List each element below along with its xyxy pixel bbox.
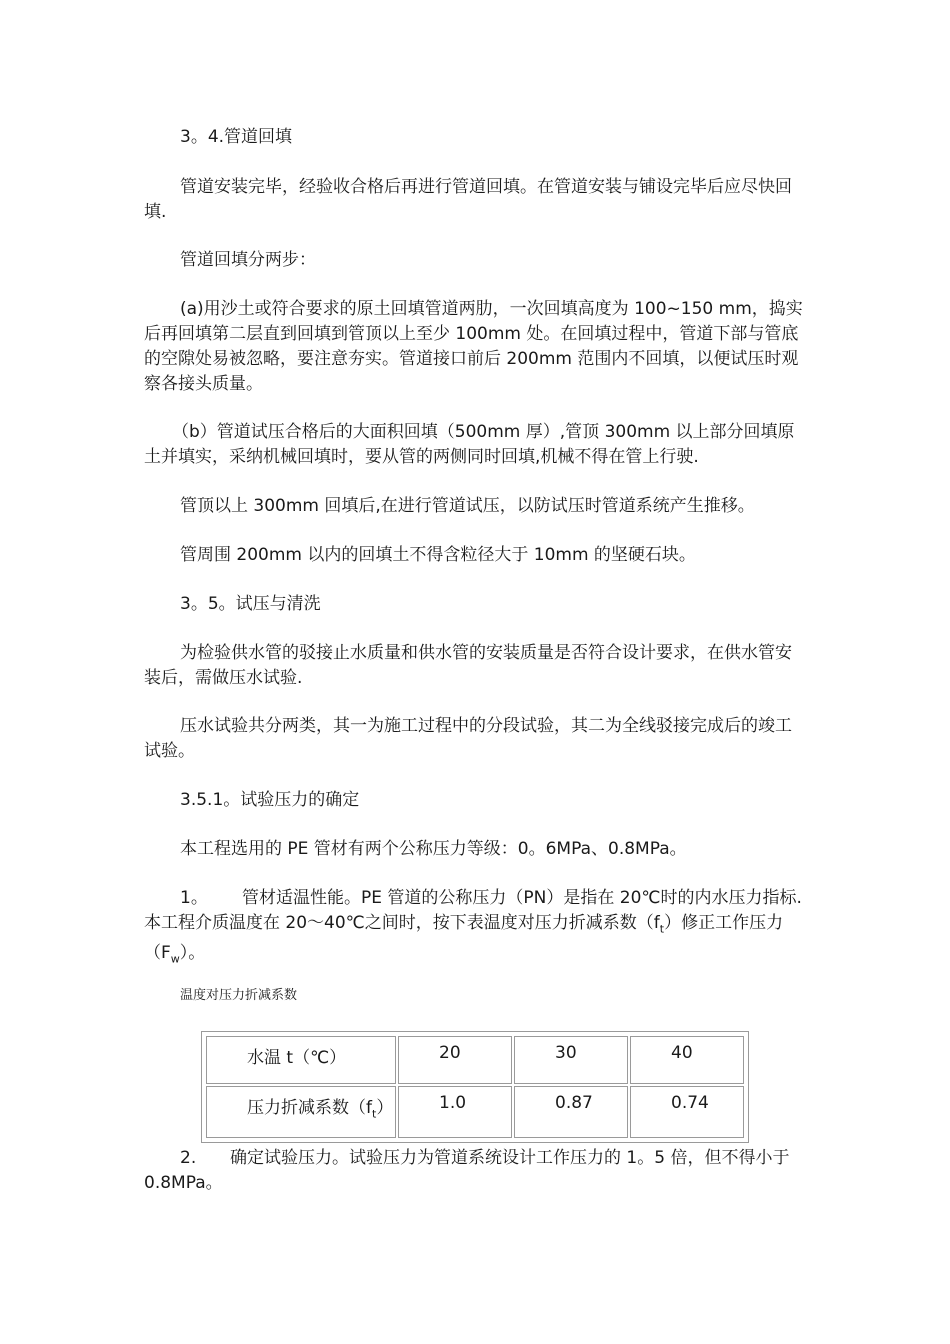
paragraph-item-1: 1。 管材适温性能。PE 管道的公称压力（PN）是指在 20℃时的内水压力指标.本工程介质温度在 20～40℃之间时，按下表温度对压力折减系数$(f_t)$修正工作压力$(F_w)$。 <box>144 888 802 966</box>
paragraph-test-purpose: 为检验供水管的驳接止水质量和供水管的安装质量是否符合设计要求，在供水管安装后，需做压水试验. <box>144 643 792 688</box>
table-row <box>206 1086 744 1138</box>
table-row <box>206 1036 744 1084</box>
paragraph-300mm: 管顶以上 300mm 回填后,在进行管道试压，以防试压时管道系统产生推移。 <box>180 496 755 516</box>
paragraph-pressure-grades: 本工程选用的 PE 管材有两个公称压力等级：0。6MPa、0.8MPa。 <box>180 839 687 859</box>
paragraph-test-types: 压水试验共分两类，其一为施工过程中的分段试验，其二为全线驳接完成后的竣工试验。 <box>144 716 792 761</box>
table-cell: 0.87 <box>514 1086 628 1138</box>
table-cell: 20 <box>398 1036 512 1084</box>
table-cell: 30 <box>514 1036 628 1084</box>
paragraph-backfill-steps: 管道回填分两步： <box>180 250 316 270</box>
paragraph-backfill-intro: 管道安装完毕，经验收合格后再进行管道回填。在管道安装与铺设完毕后应尽快回填. <box>144 177 792 222</box>
section-heading-3-5-1: 3.5.1。试验压力的确定 <box>180 790 360 810</box>
table-cell: 0.74 <box>630 1086 744 1138</box>
table-caption: 温度对压力折减系数 <box>180 988 298 1003</box>
table-cell: 1.0 <box>398 1086 512 1138</box>
table-cell: 水温 t（℃） <box>206 1036 396 1084</box>
table-cell: 40 <box>630 1036 744 1084</box>
section-heading-3-5: 3。5。试压与清洗 <box>180 594 321 614</box>
paragraph-item-2: 2. 确定试验压力。试验压力为管道系统设计工作压力的 1。5 倍，但不得小于 0.8MPa。 <box>144 1148 790 1193</box>
table-cell: 压力折减系数$(f_t)$ <box>206 1086 396 1138</box>
paragraph-step-b: （b）管道试压合格后的大面积回填（500mm 厚）,管顶 300mm 以上部分回填原土并填实，采纳机械回填时，要从管的两侧同时回填,机械不得在管上行驶. <box>144 422 795 467</box>
reduction-factor-table <box>201 1031 749 1143</box>
section-heading-3-4: 3。4.管道回填 <box>180 127 293 147</box>
paragraph-200mm: 管周围 200mm 以内的回填土不得含粒径大于 10mm 的坚硬石块。 <box>180 545 696 565</box>
paragraph-step-a: (a)用沙土或符合要求的原土回填管道两肋，一次回填高度为 100~150 mm，捣实后再回填第二层直到回填到管顶以上至少 100mm 处。在回填过程中，管道下部与管底的空隙处易被忽略，要注意夯实。管道接口前后 200mm 范围内不回填，以便试压时观察各接头质量。 <box>144 299 803 394</box>
